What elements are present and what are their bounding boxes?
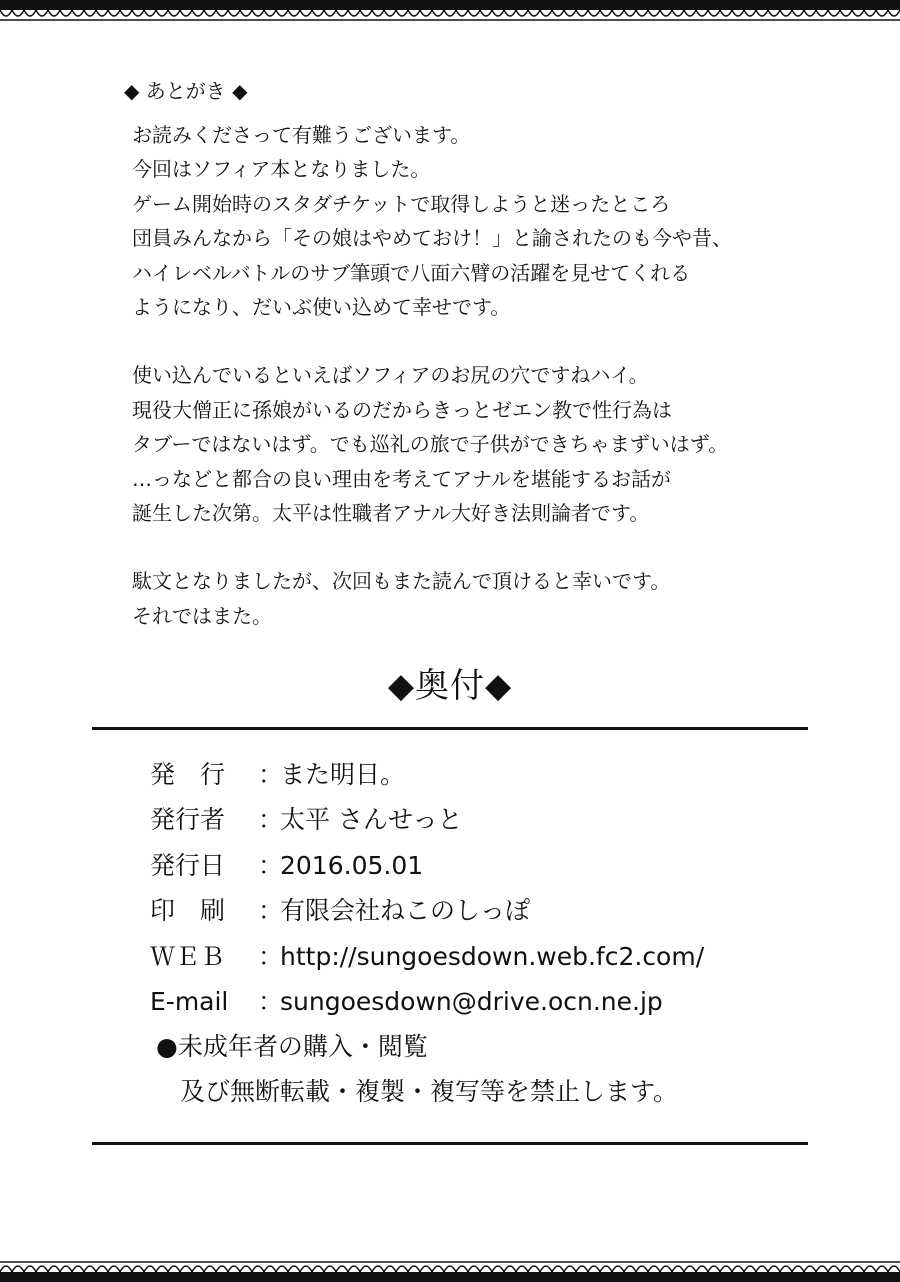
scallop-arc [564, 10, 576, 16]
scallop-arc [816, 10, 828, 16]
colophon-separator: ： [258, 760, 284, 789]
scallop-arc [168, 1266, 180, 1272]
scallop-arc [276, 10, 288, 16]
scallop-arc [624, 1266, 636, 1272]
scallop-arc [600, 1266, 612, 1272]
scallop-arc [252, 1266, 264, 1272]
scallop-arc [216, 10, 228, 16]
scallop-arc [324, 1266, 336, 1272]
scallop-arc [840, 10, 852, 16]
scallop-arc [60, 1266, 72, 1272]
scallop-arc [540, 10, 552, 16]
scallop-arc [852, 10, 864, 16]
paragraph-spacer [124, 530, 824, 564]
scallop-arc [180, 10, 192, 16]
scallop-arc [576, 1266, 588, 1272]
scallop-arc [312, 10, 324, 16]
scallop-arc [48, 10, 60, 16]
colophon-section [150, 752, 830, 1114]
scallop-arc [888, 1266, 900, 1272]
scallop-arc [408, 1266, 420, 1272]
colophon-row-web [150, 934, 830, 979]
bottom-scallop-border [0, 1260, 900, 1282]
scallop-arc [120, 10, 132, 16]
scallop-arc [732, 10, 744, 16]
scallop-arc [252, 10, 264, 16]
scallop-arc [396, 10, 408, 16]
scallop-arc [816, 1266, 828, 1272]
scallop-arc [240, 1266, 252, 1272]
colophon-label: E-mail [150, 986, 229, 1016]
scallop-arc [828, 1266, 840, 1272]
colophon-label: 印 刷 [150, 896, 226, 926]
age-notice-line-2: 及び無断転載・複製・複写等を禁止します。 [180, 1077, 679, 1107]
afterword-paragraph-2 [124, 358, 824, 530]
age-notice-line-1: ●未成年者の購入・閲覧 [156, 1032, 428, 1062]
scallop-arc [396, 1266, 408, 1272]
scallop-arc [720, 1266, 732, 1272]
scallop-arc [444, 1266, 456, 1272]
afterword-section [124, 74, 824, 633]
scallop-arc [876, 10, 888, 16]
scallop-arc [876, 1266, 888, 1272]
scallop-arc [792, 10, 804, 16]
scallop-arc [132, 10, 144, 16]
scallop-arc [840, 1266, 852, 1272]
scallop-arc [648, 1266, 660, 1272]
scallop-arc [612, 10, 624, 16]
scallop-arc [108, 1266, 120, 1272]
scallop-arc [108, 10, 120, 16]
scallop-arc [336, 10, 348, 16]
colophon-value: 2016.05.01 [280, 850, 424, 880]
colophon-row-printer [150, 888, 830, 933]
colophon-separator: ： [258, 986, 284, 1016]
paragraph-spacer [124, 324, 824, 358]
scallop-arc [504, 1266, 516, 1272]
colophon-separator: ： [258, 896, 284, 926]
afterword-paragraph-1 [124, 118, 824, 324]
scallop-arc [144, 1266, 156, 1272]
scallop-arc [480, 1266, 492, 1272]
scallop-arc [0, 1266, 12, 1272]
scallop-arc [744, 1266, 756, 1272]
scallop-arc [564, 1266, 576, 1272]
scallop-arc [696, 1266, 708, 1272]
scallop-arc [492, 10, 504, 16]
scallop-arc [300, 1266, 312, 1272]
scallop-arc [264, 1266, 276, 1272]
colophon-title: ◆奥付◆ [387, 666, 513, 706]
scallop-arc [24, 1266, 36, 1272]
scallop-arc [684, 1266, 696, 1272]
scallop-arc [864, 10, 876, 16]
scallop-arc [660, 10, 672, 16]
scallop-arc [348, 10, 360, 16]
scallop-arc [420, 1266, 432, 1272]
scallop-arc [36, 1266, 48, 1272]
scallop-arc [192, 1266, 204, 1272]
scallop-arc [180, 1266, 192, 1272]
scallop-arc [48, 1266, 60, 1272]
scallop-arc [480, 10, 492, 16]
colophon-label: 発 行 [150, 760, 226, 789]
scallop-arc [36, 10, 48, 16]
afterword-line: ようになり、だいぶ使い込めて幸せです。 [132, 294, 511, 319]
colophon-label: 発行日 [150, 850, 226, 880]
scallop-arc [780, 1266, 792, 1272]
scallop-arc [384, 1266, 396, 1272]
scallop-arc [60, 10, 72, 16]
scallop-arc [792, 1266, 804, 1272]
scallop-arc [72, 1266, 84, 1272]
colophon-bottom-rule [92, 1142, 808, 1145]
scallop-arc [708, 10, 720, 16]
scallop-arc [84, 10, 96, 16]
scallop-arc [636, 10, 648, 16]
scallop-arc [612, 1266, 624, 1272]
scallop-arc [228, 10, 240, 16]
scallop-arc [228, 1266, 240, 1272]
scallop-arc [684, 10, 696, 16]
scallop-arc [264, 10, 276, 16]
scallop-arc [432, 1266, 444, 1272]
scallop-arc [0, 10, 12, 16]
scallop-arc [828, 10, 840, 16]
scallop-arc [288, 10, 300, 16]
scallop-arc [744, 10, 756, 16]
scallop-arc [768, 10, 780, 16]
scallop-arc [432, 10, 444, 16]
scallop-arc [72, 10, 84, 16]
scallop-arc [504, 10, 516, 16]
colophon-row-email [150, 979, 830, 1024]
afterword-line: それではまた。 [132, 603, 272, 628]
scallop-arc [204, 1266, 216, 1272]
scallop-arc [516, 1266, 528, 1272]
colophon-value: 太平 さんせっと [280, 805, 463, 835]
top-scallop-border [0, 0, 900, 22]
scallop-arc [456, 10, 468, 16]
afterword-line: 今回はソフィア本となりました。 [132, 157, 431, 182]
scallop-arc [132, 1266, 144, 1272]
scallop-arc [24, 10, 36, 16]
scallop-arc [360, 10, 372, 16]
colophon-top-rule [92, 727, 808, 730]
afterword-line: 現役大僧正に孫娘がいるのだからきっとゼエン教で性行為は [132, 397, 672, 422]
colophon-separator: ： [258, 850, 284, 880]
scallop-arc [708, 1266, 720, 1272]
website-link[interactable]: http://sungoesdown.web.fc2.com/ [280, 941, 705, 971]
colophon-value: 有限会社ねこのしっぽ [280, 896, 531, 926]
scallop-arc [408, 10, 420, 16]
scallop-arc [672, 1266, 684, 1272]
scallop-arc [756, 1266, 768, 1272]
afterword-line: 誕生した次第。太平は性職者アナル大好き法則論者です。 [132, 500, 650, 525]
scallop-arc [276, 1266, 288, 1272]
scallop-arc [516, 10, 528, 16]
afterword-line: お読みくださって有難うございます。 [132, 123, 471, 147]
scallop-arc [624, 10, 636, 16]
scallop-arc [780, 10, 792, 16]
afterword-line: ゲーム開始時のスタダチケットで取得しようと迷ったところ [132, 191, 671, 216]
scallop-arc [732, 1266, 744, 1272]
scallop-arc [120, 1266, 132, 1272]
scallop-arc [240, 10, 252, 16]
scallop-arc [192, 10, 204, 16]
scallop-arc [312, 1266, 324, 1272]
scallop-arc [672, 10, 684, 16]
scallop-arc [804, 10, 816, 16]
scallop-arc [84, 1266, 96, 1272]
afterword-line: 団員みんなから「その娘はやめておけ！」と諭されたのも今や昔、 [132, 226, 732, 251]
scallop-arc [444, 10, 456, 16]
scallop-arc [864, 1266, 876, 1272]
scallop-arc [300, 10, 312, 16]
scallop-arc [384, 10, 396, 16]
scallop-arc [756, 10, 768, 16]
scallop-arc [540, 1266, 552, 1272]
scallop-arc [12, 1266, 24, 1272]
afterword-line: …っなどと都合の良い理由を考えてアナルを堪能するお話が [132, 466, 671, 491]
scallop-arc [696, 10, 708, 16]
scallop-arc [852, 1266, 864, 1272]
scallop-arc [96, 10, 108, 16]
colophon-separator: ： [258, 805, 284, 835]
scallop-arc [348, 1266, 360, 1272]
scallop-arc [372, 1266, 384, 1272]
scallop-arc [168, 10, 180, 16]
scallop-arc [528, 1266, 540, 1272]
scallop-arc [204, 10, 216, 16]
scallop-arc [552, 10, 564, 16]
scallop-arc [12, 10, 24, 16]
scallop-arc [468, 10, 480, 16]
scallop-arc [420, 10, 432, 16]
scallop-arc [324, 10, 336, 16]
afterword-heading: ◆ あとがき ◆ [124, 79, 248, 103]
scallop-arc [636, 1266, 648, 1272]
afterword-line: ハイレベルバトルのサブ筆頭で八面六臂の活躍を見せてくれる [132, 260, 691, 285]
scallop-arc [600, 10, 612, 16]
afterword-line: 使い込んでいるといえばソフィアのお尻の穴ですねハイ。 [132, 363, 649, 388]
scallop-arc [588, 1266, 600, 1272]
colophon-label: ＷＥＢ [150, 941, 226, 971]
afterword-paragraph-3 [124, 564, 824, 633]
scallop-arc [336, 1266, 348, 1272]
colophon-row-publisher [150, 752, 830, 797]
colophon-label: 発行者 [150, 805, 226, 835]
scallop-arc [96, 1266, 108, 1272]
scallop-arc [648, 10, 660, 16]
scallop-arc [216, 1266, 228, 1272]
scallop-arc [372, 10, 384, 16]
colophon-row-date [150, 843, 830, 888]
scallop-arc [660, 1266, 672, 1272]
scallop-arc [804, 1266, 816, 1272]
email-link[interactable]: sungoesdown@drive.ocn.ne.jp [280, 986, 663, 1016]
afterword-line: タブーではないはず。でも巡礼の旅で子供ができちゃまずいはず。 [132, 432, 729, 457]
scallop-arc [144, 10, 156, 16]
scallop-arc [156, 1266, 168, 1272]
colophon-value: また明日。 [280, 760, 406, 789]
scallop-arc [768, 1266, 780, 1272]
scallop-arc [720, 10, 732, 16]
scallop-arc [888, 10, 900, 16]
colophon-separator: ： [258, 941, 284, 971]
scallop-arc [360, 1266, 372, 1272]
scallop-arc [468, 1266, 480, 1272]
scallop-arc [588, 10, 600, 16]
scallop-arc [456, 1266, 468, 1272]
scallop-arc [528, 10, 540, 16]
scallop-arc [552, 1266, 564, 1272]
scallop-arc [288, 1266, 300, 1272]
scallop-arc [156, 10, 168, 16]
afterword-line: 駄文となりましたが、次回もまた読んで頂けると幸いです。 [132, 569, 671, 594]
scallop-arc [576, 10, 588, 16]
scallop-arc [492, 1266, 504, 1272]
colophon-row-author [150, 797, 830, 842]
